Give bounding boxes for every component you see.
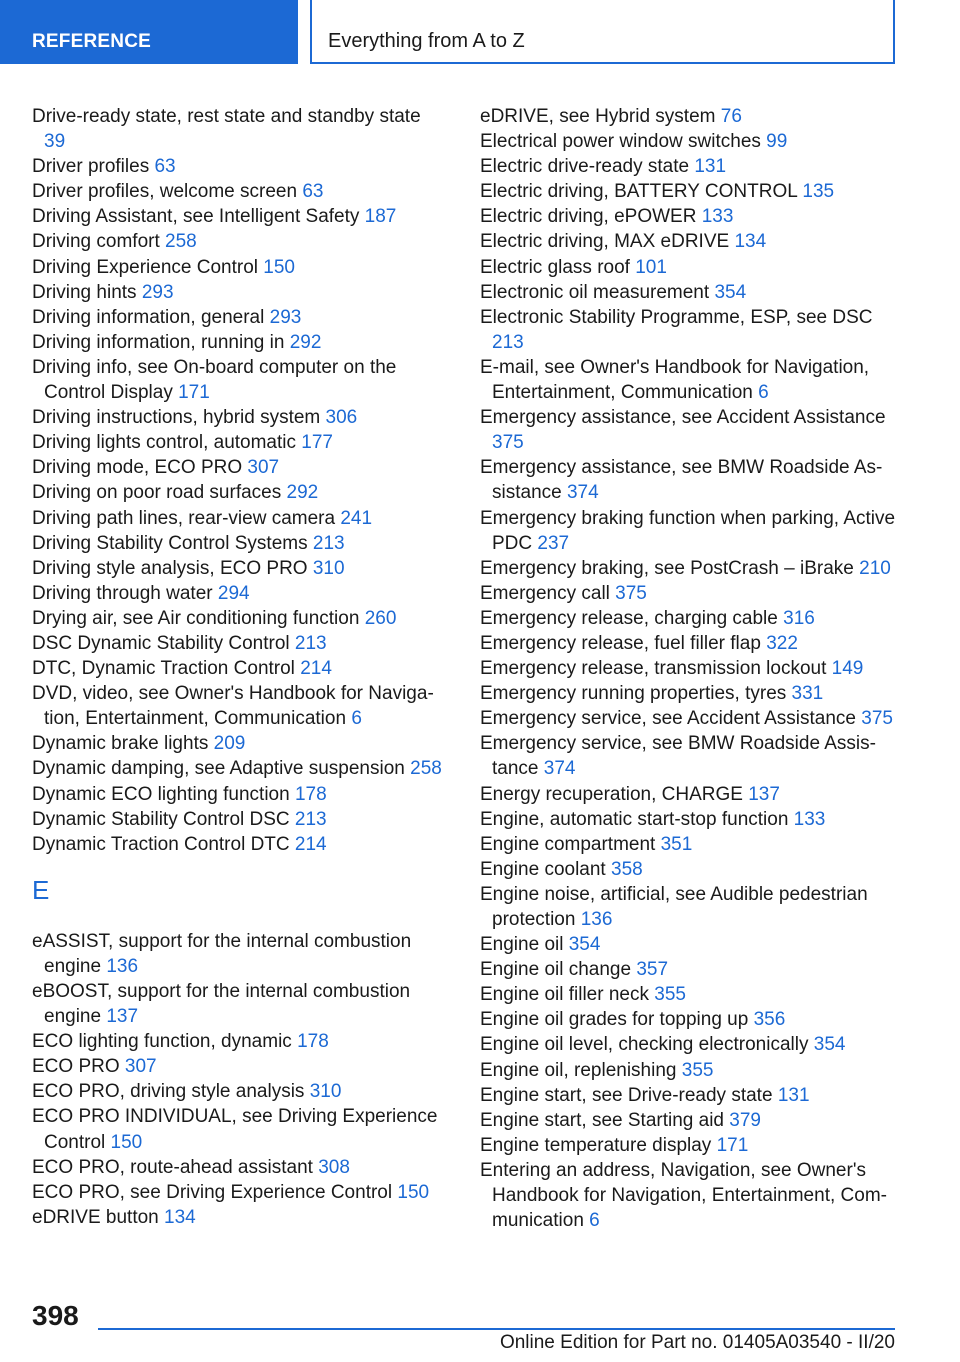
page-reference-link[interactable]: 357 <box>636 959 669 981</box>
index-entry <box>480 255 900 280</box>
index-entry-text: Engine start, see Drive-ready state <box>480 1084 773 1106</box>
index-entry-text: ECO lighting function, dynamic <box>32 1031 292 1053</box>
page-reference-link[interactable]: 171 <box>716 1134 749 1156</box>
index-entry <box>32 731 442 756</box>
index-entry <box>32 656 442 681</box>
index-entry-text: Engine oil grades for topping up <box>480 1009 749 1031</box>
index-entry-text: Driving instructions, hybrid system <box>32 407 321 429</box>
page-reference-link[interactable]: 214 <box>294 833 327 855</box>
index-entry-text: Driver profiles, welcome screen <box>32 181 298 203</box>
index-entry <box>480 731 900 781</box>
index-entry-text: eASSIST, support for the internal combustion engine <box>32 930 412 977</box>
page-reference-link[interactable]: 292 <box>289 331 322 353</box>
index-entry <box>480 1108 900 1133</box>
page-reference-link[interactable]: 241 <box>340 507 373 529</box>
page-reference-link[interactable]: 171 <box>178 382 210 404</box>
index-entry-text: Driving info, see On-board computer on the Control Display <box>32 356 397 404</box>
index-entry <box>32 807 442 832</box>
index-list-e <box>32 929 442 1230</box>
index-entry <box>32 480 442 505</box>
index-entry-text: Dynamic brake lights <box>32 733 209 755</box>
index-entry <box>480 179 900 204</box>
index-entry-text: Emergency release, charging cable <box>480 607 778 629</box>
index-entry-text: Electrical power window switches <box>480 131 761 153</box>
index-entry <box>32 631 442 656</box>
page-reference-link[interactable]: 133 <box>793 808 826 830</box>
page-reference-link[interactable]: 308 <box>318 1156 350 1178</box>
index-entry <box>32 305 442 330</box>
index-entry-text: Emergency service, see Accident Assistance <box>480 708 856 730</box>
section-letter-heading: E <box>32 874 50 905</box>
index-entry <box>480 706 900 731</box>
page-reference-link[interactable]: 6 <box>589 1210 600 1232</box>
index-entry <box>32 1079 442 1104</box>
page-reference-link[interactable]: 355 <box>654 984 686 1006</box>
index-entry-text: eDRIVE button <box>32 1206 159 1228</box>
index-entry-text: E-mail, see Owner's Handbook for Navigation, Entertainment, Communication <box>480 356 870 404</box>
page-reference-link[interactable]: 293 <box>141 281 174 303</box>
index-entry-text: Electric drive-ready state <box>480 156 690 178</box>
index-entry-text: Driving on poor road surfaces <box>32 482 282 504</box>
index-entry-text: Emergency braking, see PostCrash – iBrake <box>480 557 854 579</box>
index-entry-text: Driving through water <box>32 582 213 604</box>
index-entry <box>480 355 900 405</box>
index-entry <box>480 455 900 505</box>
page-reference-link[interactable]: 150 <box>110 1131 143 1153</box>
index-entry <box>480 656 900 681</box>
index-entry <box>32 255 442 280</box>
index-entry-text: Dynamic Stability Control DSC <box>32 808 290 830</box>
index-entry-text: Engine oil filler neck <box>480 984 649 1006</box>
footer-edition: Online Edition for Part no. 01405A03540 - II/20 <box>499 1332 895 1353</box>
index-entry <box>32 229 442 254</box>
page-reference-link[interactable]: 6 <box>351 708 362 730</box>
index-entry-text: Drive-ready state, rest state and standby state <box>32 106 421 127</box>
index-entry <box>32 506 442 531</box>
index-entry <box>480 1133 900 1158</box>
page-reference-link[interactable]: 213 <box>492 331 524 353</box>
page-reference-link[interactable]: 375 <box>615 582 647 604</box>
index-entry-text: Driving Experience Control <box>32 256 258 278</box>
page-number: 398 <box>32 1300 79 1331</box>
index-entry <box>480 957 900 982</box>
index-entry-text: Driving Stability Control Systems <box>32 532 308 554</box>
index-entry-text: Drying air, see Air conditioning function <box>32 607 360 629</box>
index-entry <box>480 556 900 581</box>
index-entry-text: Engine oil change <box>480 959 632 981</box>
index-entry <box>480 982 900 1007</box>
page-reference-link[interactable]: 316 <box>783 607 815 629</box>
footer-divider <box>98 1328 895 1330</box>
index-entry-text: Emergency braking function when parking, Active PDC <box>480 507 896 554</box>
index-entry-text: Dynamic ECO lighting function <box>32 783 290 805</box>
index-entry <box>32 280 442 305</box>
index-entry <box>32 455 442 480</box>
index-entry-text: Dynamic damping, see Adaptive suspension <box>32 758 405 780</box>
index-entry-text: Emergency assistance, see Accident Assistance <box>480 407 886 429</box>
index-entry-text: Driving comfort <box>32 231 160 253</box>
index-entry <box>480 857 900 882</box>
page-reference-link[interactable]: 136 <box>106 955 139 977</box>
page-reference-link[interactable]: 187 <box>364 206 397 228</box>
index-list-d <box>32 104 442 857</box>
page-reference-link[interactable]: 322 <box>766 632 798 654</box>
index-entry <box>480 104 900 129</box>
page-reference-link[interactable]: 307 <box>124 1056 157 1078</box>
index-entry-text: Engine coolant <box>480 858 606 880</box>
index-entry <box>32 405 442 430</box>
index-entry-text: ECO PRO, route-ahead assistant <box>32 1156 313 1178</box>
index-entry-text: Emergency call <box>480 582 610 604</box>
index-entry-text: Electronic oil measurement <box>480 281 710 303</box>
page-reference-link[interactable]: 133 <box>701 206 734 228</box>
index-entry-text: Driving hints <box>32 281 137 303</box>
index-entry <box>480 1083 900 1108</box>
index-entry-text: Emergency release, transmission lockout <box>480 658 827 680</box>
index-entry-text: Driving path lines, rear-view camera <box>32 507 336 529</box>
index-entry-text: ECO PRO, see Driving Experience Control <box>32 1181 393 1203</box>
page-reference-link[interactable]: 354 <box>813 1034 846 1056</box>
index-entry-text: Driving information, general <box>32 306 265 328</box>
index-entry-text: Electric driving, MAX eDRIVE <box>480 231 730 253</box>
index-entry-text: Driving mode, ECO PRO <box>32 457 243 479</box>
page-reference-link[interactable]: 354 <box>714 281 747 303</box>
index-entry <box>32 1054 442 1079</box>
index-entry <box>480 405 900 455</box>
index-entry <box>32 681 442 731</box>
index-entry <box>480 681 900 706</box>
index-entry-text: DTC, Dynamic Traction Control <box>32 658 295 680</box>
index-entry <box>480 606 900 631</box>
page-reference-link[interactable]: 131 <box>694 156 727 178</box>
index-entry-text: Driving lights control, automatic <box>32 432 296 454</box>
index-entry <box>480 882 900 932</box>
index-entry <box>32 1029 442 1054</box>
index-list-e-continued <box>480 104 900 1233</box>
page-reference-link[interactable]: 134 <box>164 1206 196 1228</box>
index-entry <box>32 104 442 154</box>
index-entry-text: Engine compartment <box>480 833 656 855</box>
index-entry <box>32 531 442 556</box>
page-reference-link[interactable]: 213 <box>312 532 345 554</box>
index-column-left <box>32 104 442 1230</box>
page-reference-link[interactable]: 6 <box>758 382 769 404</box>
page-reference-link[interactable]: 178 <box>297 1031 329 1053</box>
page-reference-link[interactable]: 149 <box>831 658 864 680</box>
index-entry <box>480 1032 900 1057</box>
index-entry-text: Engine noise, artificial, see Audible pedestrian protection <box>480 883 868 930</box>
page-reference-link[interactable]: 310 <box>309 1081 342 1103</box>
index-entry <box>480 229 900 254</box>
page-reference-link[interactable]: 213 <box>294 808 327 830</box>
index-entry <box>480 807 900 832</box>
index-entry <box>480 1158 900 1233</box>
page-reference-link[interactable]: 258 <box>410 758 442 780</box>
index-entry <box>32 782 442 807</box>
index-entry-text: Energy recuperation, CHARGE <box>480 783 743 805</box>
page-reference-link[interactable]: 214 <box>300 658 332 680</box>
page-reference-link[interactable]: 375 <box>492 432 524 454</box>
page-reference-link[interactable]: 374 <box>543 758 576 780</box>
page-reference-link[interactable]: 331 <box>791 683 824 705</box>
index-entry <box>32 179 442 204</box>
index-entry <box>32 1180 442 1205</box>
index-column-right <box>480 104 900 1233</box>
index-entry-text: ECO PRO, driving style analysis <box>32 1081 305 1103</box>
page-reference-link[interactable]: 292 <box>286 482 319 504</box>
page-reference-link[interactable]: 135 <box>802 181 835 203</box>
index-entry <box>480 280 900 305</box>
index-entry <box>32 1155 442 1180</box>
index-entry <box>32 581 442 606</box>
page-reference-link[interactable]: 137 <box>106 1006 139 1028</box>
page-reference-link[interactable]: 134 <box>734 231 767 253</box>
page-reference-link[interactable]: 375 <box>861 708 893 730</box>
page-reference-link[interactable]: 310 <box>312 557 345 579</box>
page-reference-link[interactable]: 355 <box>681 1059 714 1081</box>
page-reference-link[interactable]: 351 <box>660 833 693 855</box>
index-entry <box>32 1205 442 1230</box>
index-entry-text: Electric driving, BATTERY CONTROL <box>480 181 798 203</box>
index-entry <box>32 556 442 581</box>
index-entry <box>480 506 900 556</box>
page-reference-link[interactable]: 101 <box>635 256 667 278</box>
index-entry-text: Engine, automatic start-stop function <box>480 808 789 830</box>
page-reference-link[interactable]: 210 <box>859 557 891 579</box>
index-entry-text: Engine oil, replenishing <box>480 1059 677 1081</box>
page-reference-link[interactable]: 258 <box>165 231 197 253</box>
index-entry <box>32 929 442 979</box>
page-reference-link[interactable]: 209 <box>213 733 246 755</box>
index-entry <box>32 355 442 405</box>
page-header-title: Everything from A to Z <box>310 0 895 64</box>
section-tab: REFERENCE <box>0 0 298 64</box>
index-entry <box>480 1058 900 1083</box>
index-entry-text: Emergency running properties, tyres <box>480 683 787 705</box>
page-reference-link[interactable]: 374 <box>566 482 599 504</box>
page-reference-link[interactable]: 260 <box>364 607 397 629</box>
index-entry-text: Entering an address, Navigation, see Owner's Handbook for Navigation, Entertainment, Communication <box>480 1159 887 1232</box>
index-entry-text: Engine start, see Starting aid <box>480 1109 724 1131</box>
index-entry <box>480 832 900 857</box>
page-reference-link[interactable]: 136 <box>580 909 613 930</box>
page-reference-link[interactable]: 307 <box>247 457 280 479</box>
index-entry-text: Engine temperature display <box>480 1134 712 1156</box>
index-entry <box>32 756 442 781</box>
index-entry-text: Driving information, running in <box>32 331 285 353</box>
index-entry-text: Driving Assistant, see Intelligent Safety <box>32 206 360 228</box>
index-entry <box>480 204 900 229</box>
page-reference-link[interactable]: 99 <box>766 131 788 153</box>
index-entry <box>480 1007 900 1032</box>
page-reference-link[interactable]: 213 <box>294 632 327 654</box>
page-reference-link[interactable]: 150 <box>263 256 295 278</box>
index-entry <box>32 832 442 857</box>
index-entry <box>32 1104 442 1154</box>
index-entry-text: Electric driving, ePOWER <box>480 206 697 228</box>
index-entry <box>480 631 900 656</box>
page-reference-link[interactable]: 178 <box>294 783 327 805</box>
index-entry-text: ECO PRO <box>32 1056 120 1078</box>
index-entry <box>480 581 900 606</box>
index-entry-text: eDRIVE, see Hybrid system <box>480 106 716 127</box>
index-entry <box>32 154 442 179</box>
page-reference-link[interactable]: 63 <box>154 156 176 178</box>
page-reference-link[interactable]: 137 <box>748 783 780 805</box>
page-reference-link[interactable]: 294 <box>217 582 250 604</box>
index-entry <box>32 606 442 631</box>
index-entry <box>32 430 442 455</box>
index-entry <box>480 129 900 154</box>
index-entry <box>480 932 900 957</box>
index-entry <box>480 305 900 355</box>
index-entry-text: Dynamic Traction Control DTC <box>32 833 290 855</box>
index-entry-text: DVD, video, see Owner's Handbook for Navigation, Entertainment, Communication <box>32 683 434 730</box>
page-reference-link[interactable]: 356 <box>753 1009 786 1031</box>
index-entry-text: Driving style analysis, ECO PRO <box>32 557 308 579</box>
index-entry <box>32 979 442 1029</box>
page-reference-link[interactable]: 76 <box>720 106 742 127</box>
index-entry-text: Electric glass roof <box>480 256 630 278</box>
index-entry-text: Engine oil level, checking electronically <box>480 1034 809 1056</box>
page-reference-link[interactable]: 150 <box>397 1181 430 1203</box>
index-entry-text: Engine oil <box>480 934 564 956</box>
page-reference-link[interactable]: 39 <box>44 131 66 153</box>
index-entry-text: Electronic Stability Programme, ESP, see DSC <box>480 306 873 328</box>
index-entry-text: eBOOST, support for the internal combustion engine <box>32 981 411 1028</box>
page-reference-link[interactable]: 354 <box>568 934 601 956</box>
index-entry-text: Emergency release, fuel filler flap <box>480 632 761 654</box>
page-reference-link[interactable]: 131 <box>777 1084 810 1106</box>
page-reference-link[interactable]: 177 <box>301 432 333 454</box>
index-entry <box>480 154 900 179</box>
index-entry <box>32 204 442 229</box>
index-entry <box>32 330 442 355</box>
index-entry-text: Emergency service, see BMW Roadside Assistance <box>480 733 876 780</box>
page-reference-link[interactable]: 306 <box>325 407 358 429</box>
page-reference-link[interactable]: 237 <box>537 532 570 554</box>
page-reference-link[interactable]: 379 <box>729 1109 761 1131</box>
index-entry-text: Driver profiles <box>32 156 150 178</box>
page-reference-link[interactable]: 63 <box>302 181 324 203</box>
page-reference-link[interactable]: 358 <box>611 858 643 880</box>
page-reference-link[interactable]: 293 <box>269 306 302 328</box>
index-entry-text: ECO PRO INDIVIDUAL, see Driving Experience Control <box>32 1106 438 1153</box>
index-entry <box>480 782 900 807</box>
index-entry-text: Emergency assistance, see BMW Roadside Assistance <box>480 457 883 504</box>
index-entry-text: DSC Dynamic Stability Control <box>32 632 290 654</box>
